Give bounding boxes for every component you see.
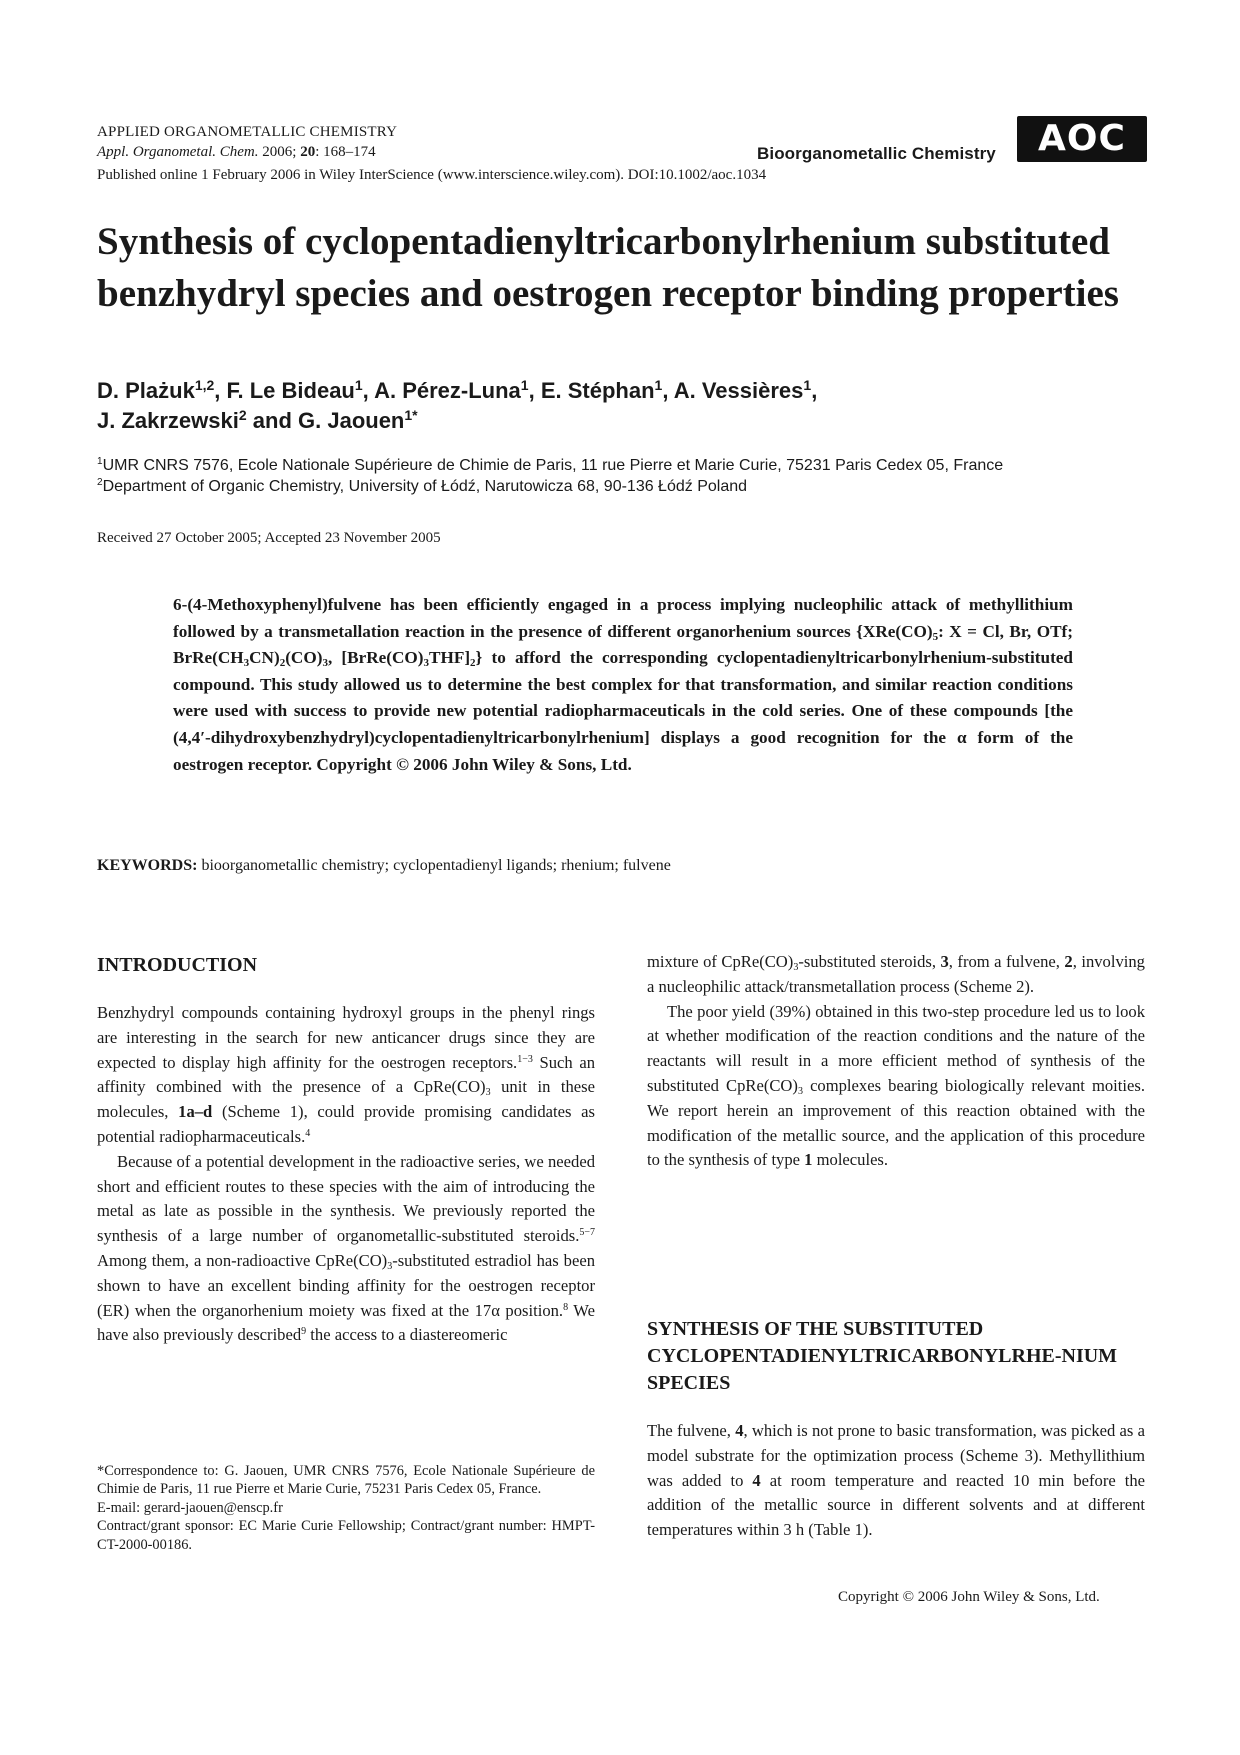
author: J. Zakrzewski$^2$ and [97,407,299,433]
citation-line [97,144,376,161]
author-list [97,376,1157,436]
affiliations [97,455,1157,497]
journal-name: APPLIED ORGANOMETALLIC CHEMISTRY [97,124,398,140]
received-dates: Received 27 October 2005; Accepted 23 November 2005 [97,530,441,546]
footnote-correspondence: *Correspondence to: G. Jaouen, UMR CNRS 7576, Ecole Nationale Supérieure de Chimie de Paris, 11 rue Pierre et Marie Curie, 75231 Paris Cedex 05, France. [97,1463,595,1498]
author: D. Plażuk$^{1,2}$, [97,377,227,403]
paragraph: Because of a potential development in the radioactive series, we needed short and efficient routes to these species with the aim of introducing the metal as late as possible in the synthesis. We previously reported the synthesis of a large number of organometallic-substituted steroids.$^{5-7}$ Among them, a non-radioactive $CpRe(CO)_3$-substituted estradiol has been shown to have an excellent binding affinity for the oestrogen receptor (ER) when the organorhenium moiety was fixed at the 17α position.$^8$ We have also previously described$^9$ the access to a diastereomeric [97,1151,595,1345]
citation-journal: Appl. Organometal. Chem. [97,144,259,160]
footnote-grant: Contract/grant sponsor: EC Marie Curie Fellowship; Contract/grant number: HMPT-CT-2000-00186. [97,1518,595,1553]
paragraph: The poor yield (39%) obtained in this two-step procedure led us to look at whether modification of the reaction conditions and the nature of the reactants will result in a more efficient method of synthesis of the substituted $CpRe(CO)_3$ complexes bearing biologically relevant moities. We report herein an improvement of this reaction obtained with the modification of the metallic source, and the application of this procedure to the synthesis of type 1 molecules. [647,1001,1145,1170]
section-label: Bioorganometallic Chemistry [757,144,996,163]
paragraph: Benzhydryl compounds containing hydroxyl groups in the phenyl rings are interesting in the search for new anticancer drugs since they are expected to display high affinity for the oestrogen receptors.$^{1-3}$ Such an affinity combined with the presence of a $CpRe(CO)_3$ unit in these molecules, 1a–d (Scheme 1), could provide promising candidates as potential radiopharmaceuticals.$^4$ [97,1003,595,1146]
synthesis-body [647,1419,1145,1543]
section-heading-synthesis: SYNTHESIS OF THE SUBSTITUTED CYCLOPENTADIENYLTRICARBONYLRHE-NIUM SPECIES [647,1318,1118,1394]
section-heading-introduction: INTRODUCTION [97,954,258,976]
citation-year: 2006; [258,144,301,160]
author: A. Vessières$^1$, [673,377,818,403]
affiliation: $^1$UMR CNRS 7576, Ecole Nationale Supérieure de Chimie de Paris, 11 rue Pierre et Marie Curie, 75231 Paris Cedex 05, France [97,456,1004,474]
article-title: Synthesis of cyclopentadienyltricarbonylrhenium substituted benzhydryl species and oestrogen receptor binding properties [97,220,1119,315]
keywords-text: bioorganometallic chemistry; cyclopentadienyl ligands; rhenium; fulvene [197,857,671,874]
footnote-email: E-mail: gerard-jaouen@enscp.fr [97,1499,283,1516]
journal-logo: AOC [1017,116,1147,162]
citation-pages: : 168–174 [315,144,376,160]
author: F. Le Bideau$^1$, [226,377,375,403]
author: A. Pérez-Luna$^1$, [374,377,541,403]
introduction-continued [647,950,1145,1173]
abstract: 6-(4-Methoxyphenyl)fulvene has been efficiently engaged in a process implying nucleophilic attack of methyllithium followed by a transmetallation reaction in the presence of different organorhenium sources {$XRe(CO)_5$: X = Cl, Br, OTf; $BrRe(CH_3CN)_2(CO)_3$, $[BrRe(CO)_3THF]_2$} to afford the corresponding cyclopentadienyltricarbonylrhenium-substituted compound. This study allowed us to determine the best complex for that transformation, and similar reaction conditions were used with success to provide new potential radiopharmaceuticals in the cold series. One of these compounds [the (4,4′-dihydroxybenzhydryl)cyclopentadienyltricarbonylrhenium] displays a good recognition for the α form of the oestrogen receptor. Copyright © 2006 John Wiley & Sons, Ltd. [173,595,1073,774]
paragraph: The fulvene, 4, which is not prone to basic transformation, was picked as a model substrate for the optimization process (Scheme 3). Methyllithium was added to 4 at room temperature and reacted 10 min before the addition of the metallic source in different solvents and at different temperatures within 3 h (Table 1). [647,1421,1145,1540]
introduction-body [97,1001,595,1348]
paragraph: mixture of $CpRe(CO)_3$-substituted steroids, 3, from a fulvene, 2, involving a nucleophilic attack/transmetallation process (Scheme 2). [647,952,1145,996]
published-line: Published online 1 February 2006 in Wiley InterScience (www.interscience.wiley.com). DOI:10.1002/aoc.1034 [97,167,767,183]
author: E. Stéphan$^1$, [540,377,674,403]
correspondence-footnote [97,1462,595,1554]
author: G. Jaouen$^{1*}$ [298,407,418,433]
copyright-notice: Copyright © 2006 John Wiley & Sons, Ltd. [838,1589,1100,1605]
keywords-label: KEYWORDS: [97,857,198,874]
citation-volume: 20 [300,144,316,160]
keywords [97,857,671,875]
affiliation: $^2$Department of Organic Chemistry, University of Łódź, Narutowicza 68, 90-136 Łódź Poland [97,477,748,495]
